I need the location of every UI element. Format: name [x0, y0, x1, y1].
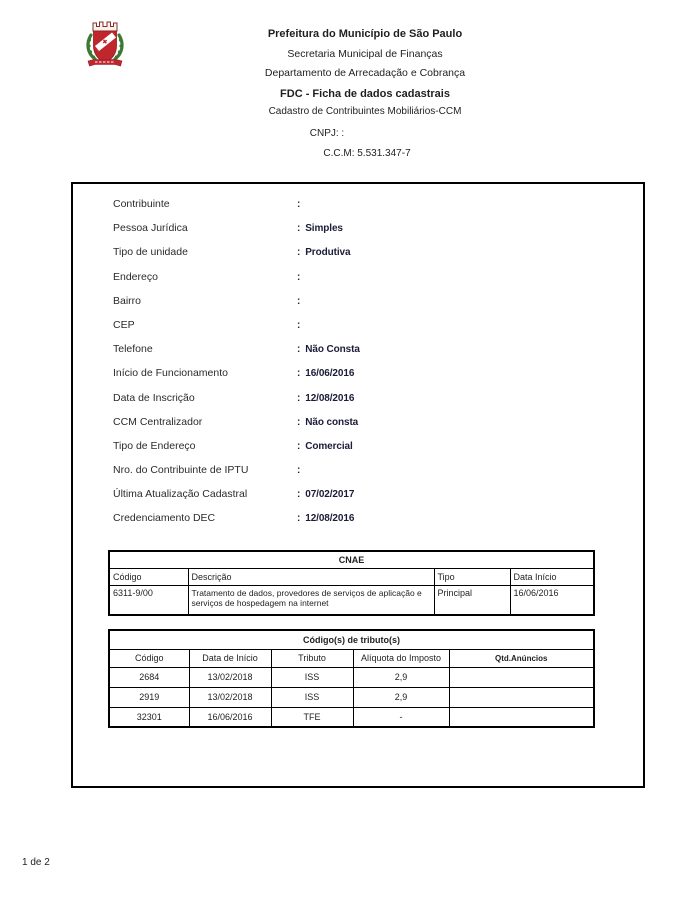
- trib-cell-data-inicio: 16/06/2016: [189, 707, 271, 727]
- field-label: Nro. do Contribuinte de IPTU: [113, 464, 249, 477]
- field-colon: :: [297, 440, 301, 452]
- field-label: Contribuinte: [113, 198, 170, 210]
- field-label: Pessoa Jurídica: [113, 222, 188, 235]
- form-subtitle: Cadastro de Contribuintes Mobiliários-CCM: [268, 106, 462, 117]
- field-colon: :: [297, 319, 301, 331]
- field-colon: :: [297, 465, 301, 477]
- field-label: Endereço: [113, 270, 158, 283]
- cnae-header-tipo: Tipo: [434, 568, 510, 585]
- field-value: Produtiva: [305, 247, 351, 259]
- field-tipo-de-endereco: [113, 440, 639, 464]
- trib-cell-tributo: ISS: [271, 667, 353, 687]
- field-label: Última Atualização Cadastral: [113, 488, 248, 501]
- field-colon: :: [297, 368, 301, 380]
- field-data-de-inscricao: [113, 392, 639, 416]
- trib-cell-data-inicio: 13/02/2018: [189, 667, 271, 687]
- cnae-cell-data-inicio: 16/06/2016: [510, 585, 594, 615]
- trib-cell-aliquota: 2,9: [353, 687, 449, 707]
- field-cep: [113, 319, 639, 343]
- data-box: [71, 182, 645, 788]
- cnae-cell-codigo: 6311-9/00: [109, 585, 188, 615]
- trib-cell-data-inicio: 13/02/2018: [189, 687, 271, 707]
- field-inicio-de-funcionamento: [113, 367, 639, 391]
- field-bairro: [113, 295, 639, 319]
- org-department: Departamento de Arrecadação e Cobrança: [264, 67, 466, 79]
- trib-cell-qtd: [449, 687, 594, 707]
- field-label: Data de Inscrição: [113, 391, 195, 404]
- tributos-table: [108, 629, 595, 728]
- field-tipo-de-unidade: [113, 246, 639, 270]
- trib-header-qtd-anuncios: Qtd.Anúncios: [449, 649, 594, 667]
- trib-header-codigo: Código: [109, 649, 189, 667]
- trib-header-tributo: Tributo: [271, 649, 353, 667]
- field-label: Credenciamento DEC: [113, 512, 216, 525]
- field-value: Comercial: [305, 440, 353, 452]
- field-contribuinte: [113, 198, 639, 222]
- field-value: 16/06/2016: [305, 368, 355, 380]
- trib-header-data-inicio: Data de Início: [189, 649, 271, 667]
- org-secretariat: Secretaria Municipal de Finanças: [287, 48, 443, 60]
- field-label: CCM Centralizador: [113, 415, 203, 428]
- field-colon: :: [297, 513, 301, 525]
- cnae-table: [108, 550, 595, 616]
- tributos-table-title-row: [109, 630, 594, 649]
- field-endereco: [113, 271, 639, 295]
- field-list: [113, 198, 639, 537]
- field-value: 07/02/2017: [305, 489, 355, 501]
- org-name: Prefeitura do Município de São Paulo: [267, 28, 463, 40]
- field-colon: :: [297, 295, 301, 307]
- sao-paulo-coat-of-arms-icon: [84, 18, 126, 75]
- form-title: FDC - Ficha de dados cadastrais: [280, 88, 450, 100]
- field-label: Bairro: [113, 294, 142, 307]
- page-number: 1 de 2: [22, 857, 50, 868]
- field-value: Não consta: [305, 416, 359, 428]
- field-value: 12/08/2016: [305, 392, 355, 404]
- field-label: Telefone: [113, 343, 153, 356]
- tributo-row: [109, 687, 594, 707]
- trib-cell-tributo: ISS: [271, 687, 353, 707]
- cnae-cell-descricao: Tratamento de dados, provedores de serviços de aplicação e serviços de hospedagem na internet: [188, 585, 434, 615]
- field-colon: :: [297, 223, 301, 235]
- field-label: Início de Funcionamento: [113, 367, 228, 380]
- trib-header-aliquota: Alíquota do Imposto: [353, 649, 449, 667]
- trib-cell-aliquota: -: [353, 707, 449, 727]
- trib-cell-qtd: [449, 707, 594, 727]
- trib-cell-codigo: 2919: [109, 687, 189, 707]
- trib-cell-qtd: [449, 667, 594, 687]
- tributo-row: [109, 667, 594, 687]
- field-ccm-centralizador: [113, 416, 639, 440]
- field-colon: :: [297, 392, 301, 404]
- field-nro-contribuinte-iptu: [113, 464, 639, 488]
- cnae-cell-tipo: Principal: [434, 585, 510, 615]
- cnae-header-data-inicio: Data Início: [510, 568, 594, 585]
- field-pessoa-juridica: [113, 222, 639, 246]
- cnae-table-title: CNAE: [109, 551, 594, 568]
- cnae-header-descricao: Descrição: [188, 568, 434, 585]
- ccm-line: C.C.M: 5.531.347-7: [323, 148, 411, 159]
- field-label: Tipo de Endereço: [113, 439, 196, 452]
- field-value: 12/08/2016: [305, 513, 355, 525]
- tributos-table-header-row: [109, 649, 594, 667]
- field-telefone: [113, 343, 639, 367]
- field-colon: :: [297, 199, 301, 210]
- tributos-table-title: Código(s) de tributo(s): [109, 630, 594, 649]
- cnpj-line: CNPJ: :: [309, 128, 345, 139]
- field-label: Tipo de unidade: [113, 246, 188, 259]
- field-ultima-atualizacao-cadastral: [113, 488, 639, 512]
- field-colon: :: [297, 489, 301, 501]
- tributo-row: [109, 707, 594, 727]
- trib-cell-codigo: 32301: [109, 707, 189, 727]
- field-value: Não Consta: [305, 344, 360, 356]
- field-label: CEP: [113, 318, 135, 331]
- field-credenciamento-dec: [113, 512, 639, 536]
- field-colon: :: [297, 271, 301, 283]
- cnae-table-header-row: [109, 568, 594, 585]
- field-colon: :: [297, 344, 301, 356]
- field-value: Simples: [305, 223, 343, 235]
- field-colon: :: [297, 247, 301, 259]
- cnae-table-title-row: [109, 551, 594, 568]
- trib-cell-aliquota: 2,9: [353, 667, 449, 687]
- cnae-header-codigo: Código: [109, 568, 188, 585]
- cnae-table-row: [109, 585, 594, 615]
- field-colon: :: [297, 416, 301, 428]
- trib-cell-codigo: 2684: [109, 667, 189, 687]
- trib-cell-tributo: TFE: [271, 707, 353, 727]
